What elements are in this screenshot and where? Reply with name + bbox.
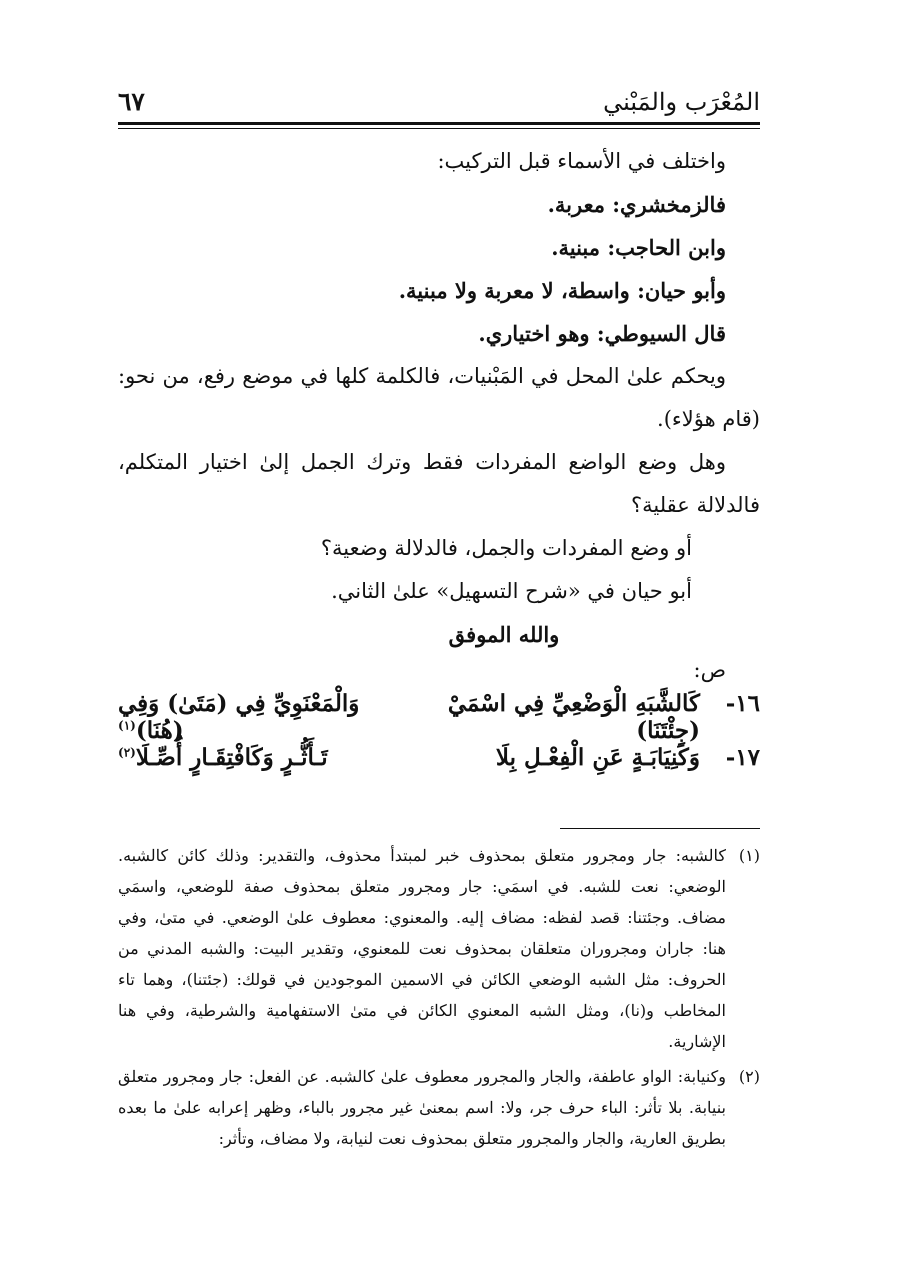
page-number: ٦٧ [118, 87, 145, 116]
footnote-text: وكنيابة: الواو عاطفة، والجار والمجرور معطوف علىٰ كالشبه. عن الفعل: جار ومجرور متعلق بنيابة. بلا تأثر: الباء حرف جر، ولا: اسم بمعنىٰ غير مجرور بالباء، وظهر إعرابه علىٰ ما بعده بطريق العارية، والجار والمجرور متعلق بمحذوف نعت لنيابة، ولا مضاف، وتأثر: [118, 1067, 726, 1148]
verse-block [118, 650, 760, 798]
paragraph: وابن الحاجب: مبنية. [551, 235, 726, 260]
footnote-ref[interactable]: (١) [118, 718, 136, 733]
footnote-number: (٢) [738, 1067, 760, 1086]
verse-number: ١٦- [725, 690, 760, 717]
verse-first-hemistich: وَكَنِيَابَـةٍ عَنِ الْفِعْـلِ بِلَا [495, 744, 700, 771]
running-header [118, 86, 760, 120]
paragraph: وهل وضع الواضع المفردات فقط وترك الجمل إلىٰ اختيار المتكلم، فالدلالة عقلية؟ [118, 450, 760, 517]
paragraph: أبو حيان في «شرح التسهيل» علىٰ الثاني. [331, 579, 692, 603]
footnote [118, 1061, 760, 1154]
header-rule-thick [118, 122, 760, 125]
paragraph: قال السيوطي: وهو اختياري. [478, 321, 726, 346]
footnote-separator [560, 828, 760, 829]
footnote-ref[interactable]: (٢) [118, 745, 136, 760]
paragraph: وأبو حيان: واسطة، لا معربة ولا مبنية. [398, 278, 726, 303]
verse-intro: ص: [693, 658, 726, 682]
paragraph: فالزمخشري: معربة. [547, 192, 726, 217]
paragraph: ويحكم علىٰ المحل في المَبْنيات، فالكلمة كلها في موضع رفع، من نحو: (قام هؤلاء). [118, 364, 760, 431]
header-rule-thin [118, 128, 760, 129]
footnote-number: (١) [738, 846, 760, 865]
main-text [118, 140, 760, 656]
verse-number: ١٧- [725, 744, 760, 771]
closing-phrase: والله الموفق [448, 622, 560, 647]
header-title: المُعْرَب والمَبْني [603, 88, 760, 116]
verse-line [118, 690, 760, 744]
verse-first-hemistich: كَالشَّبَهِ الْوَضْعِيِّ فِي اسْمَيْ (جِئْتَنَا) [447, 690, 700, 744]
verse-second-hemistich [118, 690, 409, 744]
verse-second-hemistich-text: وَالْمَعْنَوِيِّ فِي (مَتَىٰ) وَفِي (هُنَا) [118, 690, 360, 744]
verse-second-hemistich-text: تَـأَثُّـرٍ وَكَافْتِقَـارٍ أُصِّـلَا [135, 744, 328, 771]
verse-second-hemistich [118, 744, 409, 771]
verse-line [118, 744, 760, 798]
paragraph: أو وضع المفردات والجمل، فالدلالة وضعية؟ [320, 536, 692, 560]
footnotes [118, 840, 760, 1158]
footnote [118, 840, 760, 1057]
paragraph: واختلف في الأسماء قبل التركيب: [437, 149, 726, 173]
footnote-text: كالشبه: جار ومجرور متعلق بمحذوف خبر لمبتدأ محذوف، والتقدير: وذلك كائن كالشبه. الوضعي: نعت للشبه. في اسمَي: جار ومجرور متعلق بمحذوف صفة للوضعي، واسمَي مضاف. وجئتنا: قصد لفظه: مضاف إليه. والمعنوي: معطوف علىٰ الوضعي. في متىٰ، وفي هنا: جاران ومجروران متعلقان بمحذوف نعت للمعنوي، وتقدير البيت: والشبه المدني من الحروف: مثل الشبه الوضعي الكائن في الاسمين الموجودين في قولك: (جئتنا)، وهما تاء المخاطب و(نا)، ومثل الشبه المعنوي الكائن في متىٰ الاستفهامية والشرطية، وفي هنا الإشارية. [118, 846, 726, 1051]
